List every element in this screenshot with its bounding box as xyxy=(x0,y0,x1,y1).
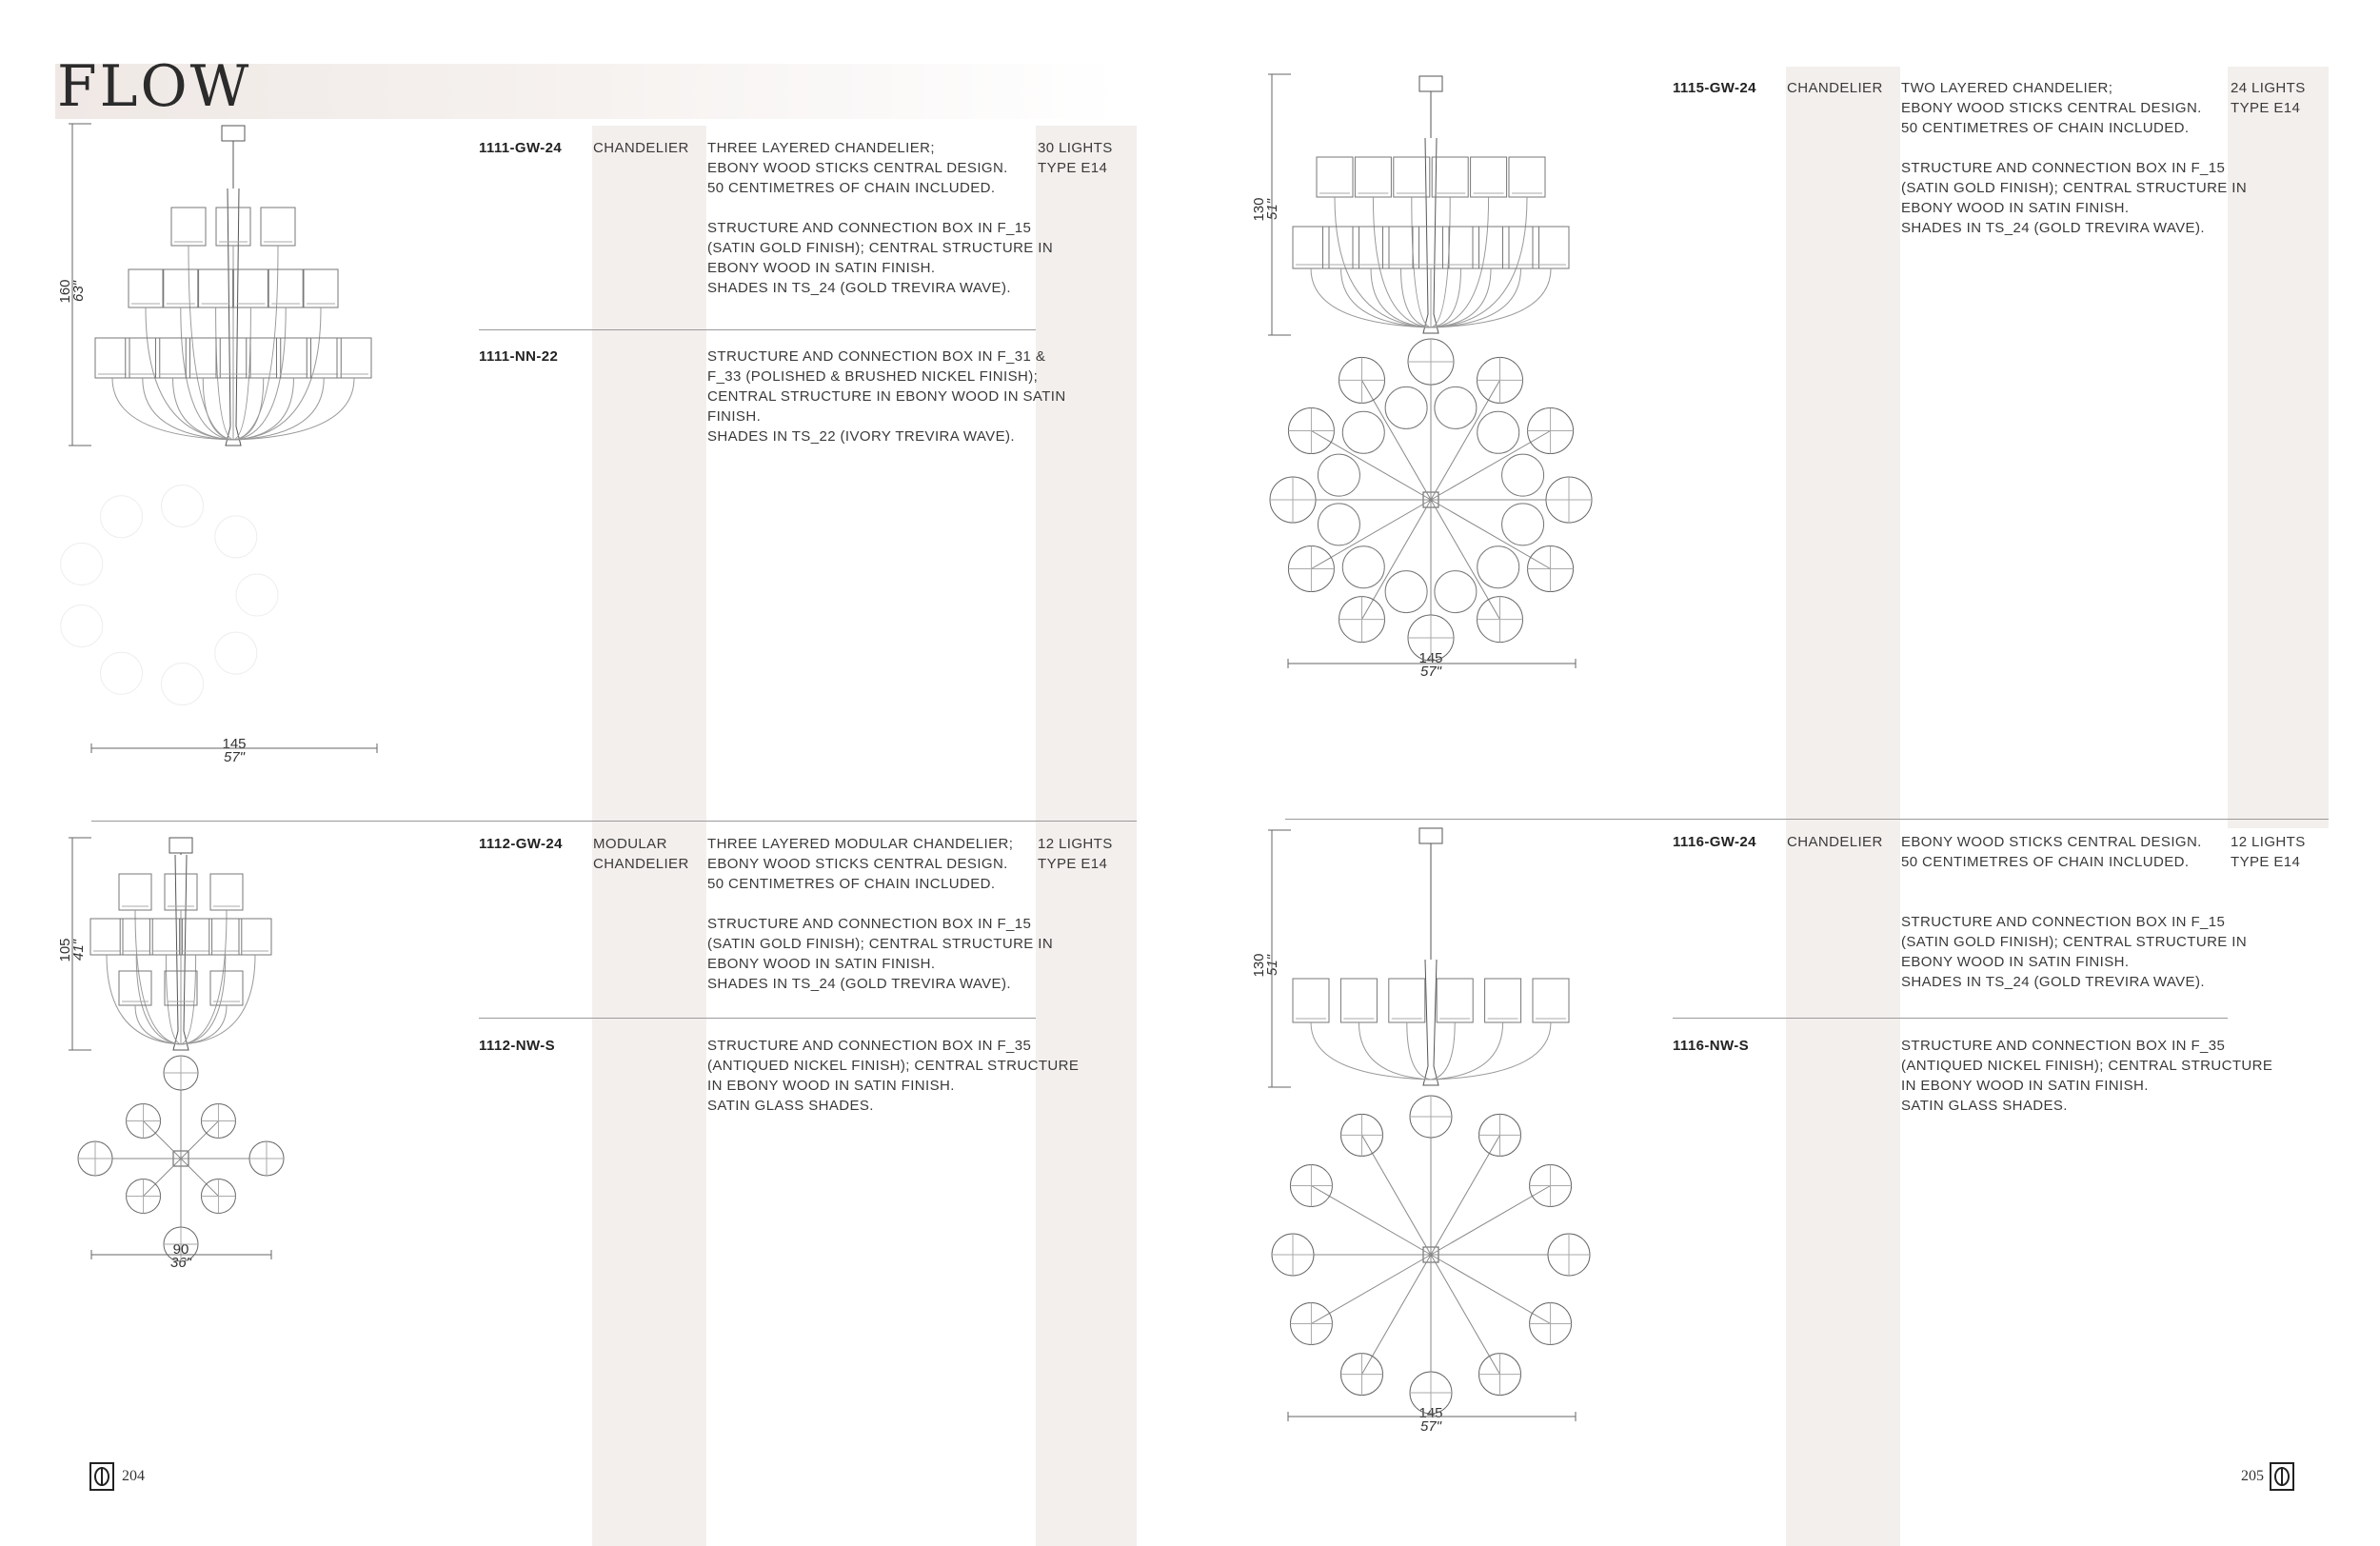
plan-arm xyxy=(1362,380,1432,500)
arm xyxy=(1311,1022,1431,1080)
plan-shade-faint xyxy=(236,574,278,616)
lamp-shade xyxy=(129,269,163,307)
product-code: 1115-GW-24 xyxy=(1673,80,1756,96)
arm xyxy=(1431,1022,1503,1080)
lamp-shade xyxy=(307,338,341,378)
plan-shade-faint xyxy=(215,516,257,558)
plan-arm xyxy=(1431,431,1551,501)
lamp-shade xyxy=(304,269,338,307)
product-code: 1111-GW-24 xyxy=(479,140,563,156)
plan-shade-inner xyxy=(1342,411,1384,453)
plan-shade-inner xyxy=(1342,546,1384,588)
plan-arm xyxy=(144,1159,181,1196)
lamp-shade xyxy=(1503,227,1539,268)
plan-shade-inner xyxy=(1502,504,1544,545)
arm xyxy=(136,955,181,1044)
plan-shade-inner xyxy=(1318,454,1359,496)
lamp-shade xyxy=(1473,227,1509,268)
arm xyxy=(135,910,181,1044)
lamp-shade xyxy=(247,338,281,378)
plan-shade-faint xyxy=(215,632,257,674)
plan-arm xyxy=(1431,500,1551,569)
lamp-shade xyxy=(216,208,250,246)
plan-shade-inner xyxy=(1435,386,1477,428)
ceiling-canopy xyxy=(222,126,245,141)
lamp-shade xyxy=(233,269,268,307)
product-lights: 24 LIGHTS TYPE E14 xyxy=(2231,80,2306,116)
lamp-shade xyxy=(1533,979,1569,1022)
plan-shade-inner xyxy=(1385,571,1427,613)
product-description: TWO LAYERED CHANDELIER; EBONY WOOD STICKS CENTRAL DESIGN. 50 CENTIMETRES OF CHAIN INCLUDED. STRUCTURE AND CONNECTION BOX IN F_15 (SATIN GOLD FINISH); CENTRAL STRUCTURE IN EBONY WOOD IN SATIN FINISH. SHADES IN TS_24 (GOLD TREVIRA WAVE). xyxy=(1901,80,2248,236)
lamp-shade xyxy=(210,971,243,1005)
brand-monogram-icon xyxy=(89,1462,114,1491)
ceiling-canopy xyxy=(1419,76,1442,91)
plan-shade-inner xyxy=(1502,454,1544,496)
lamp-shade xyxy=(1323,227,1359,268)
height-dimension: 130 51" xyxy=(1251,953,1280,978)
lamp-shade xyxy=(90,919,123,955)
lamp-shade xyxy=(119,971,151,1005)
plan-shade-inner xyxy=(1318,504,1359,545)
lamp-shade xyxy=(1533,227,1569,268)
ceiling-canopy xyxy=(1419,828,1442,843)
lamp-shade xyxy=(261,208,295,246)
product-lights: 30 LIGHTS TYPE E14 xyxy=(1038,140,1113,176)
plan-arm xyxy=(1431,380,1500,500)
product-code: 1112-GW-24 xyxy=(479,836,563,852)
plan-shade-faint xyxy=(61,544,103,585)
lamp-shade xyxy=(95,338,129,378)
arm xyxy=(135,1005,181,1044)
lamp-shade xyxy=(1471,157,1507,197)
product-type: MODULAR CHANDELIER xyxy=(593,836,689,872)
lamp-shade xyxy=(1293,979,1329,1022)
width-dimension: 145 57" xyxy=(222,736,247,765)
lamp-shade xyxy=(1293,227,1329,268)
page-number: 205 xyxy=(2241,1468,2264,1484)
arm xyxy=(1431,1022,1551,1080)
arm xyxy=(188,246,233,440)
width-dimension: 90 36" xyxy=(169,1241,191,1271)
lamp-shade xyxy=(1437,979,1473,1022)
lamp-shade xyxy=(119,874,151,910)
lamp-shade xyxy=(180,919,212,955)
plan-arm xyxy=(1431,500,1500,620)
product-description: STRUCTURE AND CONNECTION BOX IN F_35 (ANTIQUED NICKEL FINISH); CENTRAL STRUCTURE IN EBONY WOOD IN SATIN FINISH. SATIN GLASS SHADES. xyxy=(707,1038,1080,1114)
lamp-shade xyxy=(337,338,371,378)
arm xyxy=(1431,268,1461,327)
lamp-shade xyxy=(1340,979,1377,1022)
product-lights: 12 LIGHTS TYPE E14 xyxy=(2231,834,2306,870)
lamp-shade xyxy=(1353,227,1389,268)
product-type: CHANDELIER xyxy=(593,140,689,156)
product-description: THREE LAYERED MODULAR CHANDELIER; EBONY WOOD STICKS CENTRAL DESIGN. 50 CENTIMETRES OF CHAIN INCLUDED. STRUCTURE AND CONNECTION BOX IN F_15 (SATIN GOLD FINISH); CENTRAL STRUCTURE IN EBONY WOOD IN SATIN FINISH. SHADES IN TS_24 (GOLD TREVIRA WAVE). xyxy=(707,836,1054,992)
plan-shade-faint xyxy=(101,496,143,538)
height-dimension: 130 51" xyxy=(1251,197,1280,222)
arm xyxy=(1359,1022,1431,1080)
product-code: 1116-NW-S xyxy=(1673,1038,1749,1054)
plan-arm xyxy=(1311,431,1431,501)
height-dimension: 105 41" xyxy=(57,938,87,962)
lamp-shade xyxy=(1355,157,1391,197)
lamp-shade xyxy=(239,919,271,955)
plan-shade-faint xyxy=(161,485,203,526)
plan-shade-faint xyxy=(161,664,203,705)
lamp-shade xyxy=(149,919,182,955)
lamp-shade xyxy=(1432,157,1468,197)
plan-shade-inner xyxy=(1478,411,1519,453)
lamp-shade xyxy=(186,338,220,378)
product-code: 1111-NN-22 xyxy=(479,348,559,365)
ceiling-canopy xyxy=(169,838,192,853)
arm xyxy=(233,246,278,440)
lamp-shade xyxy=(1389,979,1425,1022)
page-number: 204 xyxy=(122,1468,145,1484)
arm xyxy=(181,1005,227,1044)
arm xyxy=(181,955,196,1044)
plan-arm xyxy=(1362,500,1432,620)
product-type: CHANDELIER xyxy=(1787,834,1883,850)
product-code: 1112-NW-S xyxy=(479,1038,555,1054)
plan-arm xyxy=(1311,500,1431,569)
arm xyxy=(181,910,227,1044)
product-description: STRUCTURE AND CONNECTION BOX IN F_35 (ANTIQUED NICKEL FINISH); CENTRAL STRUCTURE IN EBONY WOOD IN SATIN FINISH. SATIN GLASS SHADES. xyxy=(1901,1038,2273,1114)
plan-shade-inner xyxy=(1435,571,1477,613)
central-structure xyxy=(1423,960,1438,1085)
lamp-shade xyxy=(1509,157,1545,197)
plan-shade-inner xyxy=(1478,546,1519,588)
product-code: 1116-GW-24 xyxy=(1673,834,1756,850)
lamp-shade xyxy=(165,874,197,910)
arm xyxy=(1401,268,1432,327)
lamp-shade xyxy=(171,208,206,246)
lamp-shade xyxy=(210,874,243,910)
plan-arm xyxy=(181,1121,218,1159)
width-dimension: 145 57" xyxy=(1418,1405,1443,1435)
plan-shade-faint xyxy=(101,652,143,694)
lamp-shade xyxy=(1317,157,1353,197)
arm xyxy=(1373,197,1431,327)
width-dimension: 145 57" xyxy=(1418,650,1443,680)
arm xyxy=(166,955,181,1044)
lamp-shade xyxy=(1485,979,1521,1022)
product-lights: 12 LIGHTS TYPE E14 xyxy=(1038,836,1113,872)
product-description: EBONY WOOD STICKS CENTRAL DESIGN. 50 CENTIMETRES OF CHAIN INCLUDED. STRUCTURE AND CONNECTION BOX IN F_15 (SATIN GOLD FINISH); CENTRAL STRUCTURE IN EBONY WOOD IN SATIN FINISH. SHADES IN TS_24 (GOLD TREVIRA WAVE). xyxy=(1901,834,2248,990)
lamp-shade xyxy=(164,269,198,307)
lamp-shade xyxy=(1413,227,1449,268)
lamp-shade xyxy=(199,269,233,307)
page-title: FLOW xyxy=(57,53,252,120)
brand-monogram-icon xyxy=(2270,1462,2294,1491)
lamp-shade xyxy=(268,269,303,307)
plan-arm xyxy=(144,1121,181,1159)
arm xyxy=(1431,197,1489,327)
product-type: CHANDELIER xyxy=(1787,80,1883,96)
plan-shade-inner xyxy=(1385,386,1427,428)
product-description: STRUCTURE AND CONNECTION BOX IN F_31 & F_33 (POLISHED & BRUSHED NICKEL FINISH); CENTRAL STRUCTURE IN EBONY WOOD IN SATIN FINISH. SHADES IN TS_22 (IVORY TREVIRA WAVE). xyxy=(707,348,1066,445)
height-dimension: 160 63" xyxy=(57,279,87,304)
arm xyxy=(181,955,226,1044)
product-description: THREE LAYERED CHANDELIER; EBONY WOOD STICKS CENTRAL DESIGN. 50 CENTIMETRES OF CHAIN INCLUDED. STRUCTURE AND CONNECTION BOX IN F_15 (SATIN GOLD FINISH); CENTRAL STRUCTURE IN EBONY WOOD IN SATIN FINISH. SHADES IN TS_24 (GOLD TREVIRA WAVE). xyxy=(707,140,1054,296)
lamp-shade xyxy=(126,338,160,378)
plan-shade-faint xyxy=(61,605,103,646)
lamp-shade xyxy=(1394,157,1430,197)
plan-arm xyxy=(181,1159,218,1196)
